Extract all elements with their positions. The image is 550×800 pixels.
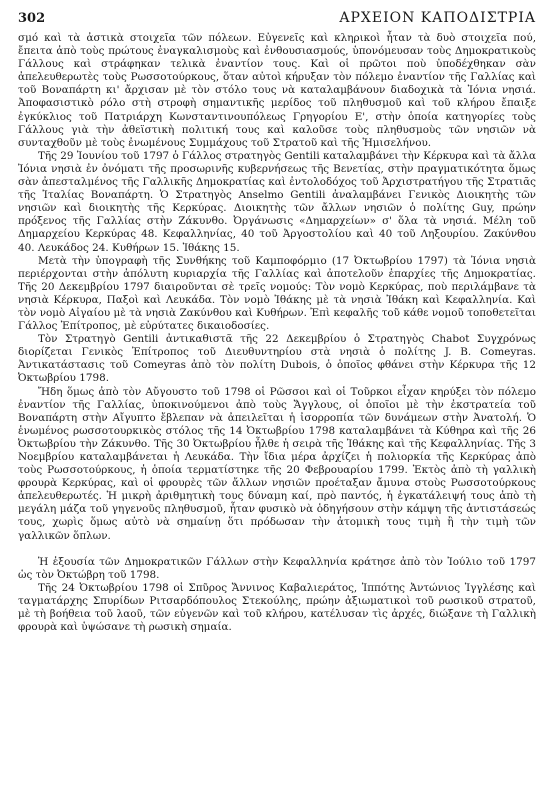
paragraph-campoformio: Μετὰ τὴν ὑπογραφὴ τῆς Συνθήκης τοῦ Καμποφόρμιο (17 Ὀκτωβρίου 1797) τὰ Ἰόνια νησιὰ περιέρχονται στὴν ἀπόλυτη κυριαρχία τῆς Γαλλίας καὶ ἀποτελοῦν ἐπαρχίες τῆς Δημοκρατίας. Τῆς 20 Δεκεμβρίου 1797 διαιροῦνται σὲ τρεῖς νομούς: Τὸν νομὸ Κερκύρας, ποὺ περιλάμβανε τὰ νησιὰ Κέρκυρα, Παξοὶ καὶ Λευκάδα. Τὸν νομὸ Ἰθάκης μὲ τὰ νησιὰ Ἰθάκη καὶ Κεφαλληνία. Καὶ τὸν νομὸ Αἰγαίου μὲ τὰ νησιὰ Ζακύνθου καὶ Κυθήρων. Ἐπὶ κεφαλῆς τοῦ κάθε νομοῦ τοποθετεῖται Γάλλος Ἐπίτροπος, μὲ εὐρύτατες δικαιοδοσίες. — [18, 254, 536, 333]
paragraph-october-1798: Τῆς 24 Ὀκτωβρίου 1798 οἱ Σπῦρος Ἄννινος Καβαλιεράτος, Ἱππότης Ἀντώνιος Ἰγγλέσης καὶ ταγματάρχης Σπυρίδων Ριτσαρδόπουλος Στεκούλης, πρώην ἀξιωματικοὶ τοῦ ρωσικοῦ στρατοῦ, μὲ τὴ βοήθεια τοῦ λαοῦ, τῶν εὐγενῶν καὶ τοῦ κλήρου, κατέλυσαν τὶς ἀρχές, διώξανε τὴ Γαλλικὴ φρουρὰ καὶ ὑψώσανε τὴ ρωσικὴ σημαία. — [18, 581, 536, 634]
paragraph-continuation: σμό καὶ τὰ ἀστικὰ στοιχεῖα τῶν πόλεων. Εὐγενεῖς καὶ κληρικοὶ ἦταν τὰ δυὸ στοιχεῖα πού, ἔπειτα ἀπὸ τοὺς πρώτους ἐναγκαλισμοὺς καὶ ἐνθουσιασμούς, ὑπονόμευσαν τοὺς Δημοκρατικοὺς Γάλλους καὶ στράφηκαν τελικὰ ἐναντίον τους. Καὶ οἱ πρῶτοι ποὺ ὑποδέχθηκαν σὰν ἀπελευθερωτὲς τοὺς Ρωσσοτούρκους, ὅταν αὐτοὶ κήρυξαν τὸν πόλεμο ἐναντίον τῆς Γαλλίας καὶ τοῦ Βοναπάρτη κι' ἄρχισαν μὲ τὸν στόλο τους νὰ καταλαμβάνουν διαδοχικὰ τὰ Ἰόνια νησιά. Ἀποφασιστικὸ ρόλο στὴ στροφὴ σημαντικῆς μερίδος τοῦ πληθυσμοῦ καὶ τοῦ κλήρου ἔπαιξε ἐγκύκλιος τοῦ Πατριάρχη Κωνσταντινουπόλεως Γρηγορίου Ε', στὴν ὁποία κατηγορίες τοὺς Γάλλους γιὰ τὴν ἀθεϊστικὴ πολιτική τους καὶ καλοῦσε τοὺς πληθυσμοὺς τῶν νησιῶν νὰ συνταχθοῦν μὲ τοὺς ἐνωμένους Συμμάχους τοῦ Στρατοῦ καὶ τῆς Ἡμισελήνου. — [18, 32, 536, 149]
paragraph-chabot: Τὸν Στρατηγὸ Gentili ἀντικαθιστᾶ τῆς 22 Δεκεμβρίου ὁ Στρατηγὸς Chabot Συγχρόνως διορίζεται Γενικὸς Ἐπίτροπος τοῦ Διευθυντηρίου στὰ νησιὰ ὁ πολίτης J. B. Comeyras. Ἀντικατάστασις τοῦ Comeyras ἀπὸ τὸν πολίτη Dubois, ὁ ὁποῖος φθάνει στὴν Κέρκυρα τῆς 12 Ὀκτωβρίου 1798. — [18, 333, 536, 385]
page-header — [18, 10, 536, 28]
page-number: 302 — [18, 11, 46, 26]
body-text — [18, 32, 536, 634]
paragraph-french-rule-kefalonia: Ἡ ἐξουσία τῶν Δημοκρατικῶν Γάλλων στὴν Κεφαλληνία κράτησε ἀπὸ τὸν Ἰούλιο τοῦ 1797 ὡς τὸν Ὀκτώβρη τοῦ 1798. — [18, 555, 536, 581]
paragraph-russo-turkish-war: Ἤδη ὅμως ἀπὸ τὸν Αὔγουστο τοῦ 1798 οἱ Ρῶσσοι καὶ οἱ Τοῦρκοι εἶχαν κηρύξει τὸν πόλεμο ἐναντίον τῆς Γαλλίας, ὑποκινούμενοι ἀπὸ τοὺς Ἄγγλους, οἱ ὁποῖοι μὲ τὴν ἐκστρατεία τοῦ Βοναπάρτη στὴν Αἴγυπτο ἔβλεπαν νὰ ἀπειλεῖται ἡ ἰσορροπία τῶν δυνάμεων στὴν Ἀνατολή. Ὁ ἑνωμένος ρωσσοτουρκικὸς στόλος τῆς 14 Ὀκτωβρίου 1798 καταλαμβάνει τὰ Κύθηρα καὶ τῆς 26 Ὀκτωβρίου τὴν Ζάκυνθο. Τῆς 30 Ὀκτωβρίου ἦλθε ἡ σειρὰ τῆς Ἰθάκης καὶ τῆς Κεφαλληνίας. Τῆς 3 Νοεμβρίου καταλαμβάνεται ἡ Λευκάδα. Τὴν ἴδια μέρα ἀρχίζει ἡ πολιορκία τῆς Κερκύρας ἀπὸ τοὺς Ρωσσοτούρκους, ἡ ὁποία τερματίστηκε τῆς 20 Φεβρουαρίου 1799. Ἐκτὸς ἀπὸ τὴ γαλλικὴ φρουρὰ Κερκύρας, καὶ οἱ φρουρὲς τῶν ἄλλων νησιῶν προέταξαν ἄμυνα στοὺς Ρωσσοτούρκους ἀπελευθερωτές. Ἡ μικρὴ ἀριθμητικὴ τους δύναμη καί, πρὸ παντός, ἡ ἐγκατάλειψή τους ἀπὸ τὴ μεγάλη μάζα τοῦ γηγενοῦς πληθυσμοῦ, ἦταν φυσικὸ νὰ ὁδηγήσουν στὴν κάμψη τῆς ἀντιστάσεώς τους, χωρὶς ὅμως αὐτὸ νὰ σημαίνῃ ὅτι πρόδωσαν τὴν ἀτομικὴ τους τιμὴ ἢ τὴν τιμὴ τῶν γαλλικῶν ὅπλων. — [18, 385, 536, 542]
paragraph-gentili-occupation: Τῆς 29 Ἰουνίου τοῦ 1797 ὁ Γάλλος στρατηγὸς Gentili καταλαμβάνει τὴν Κέρκυρα καὶ τὰ ἄλλα Ἰόνια νησιὰ ἐν ὀνόματι τῆς προσωρινῆς κυβερνήσεως τῆς Βενετίας, στὴν πραγματικότητα ὅμως σὰν ἀπεσταλμένος τῆς Γαλλικῆς Δημοκρατίας καὶ ἐντολοδόχος τοῦ Ἀρχιστρατήγου τῆς Στρατιᾶς τῆς Ἰταλίας Βοναπάρτη. Ὁ Στρατηγὸς Anselmo Gentili ἀναλαμβάνει Γενικὸς Διοικητὴς τῶν νησιῶν καὶ διοικητὴς τῆς Κερκύρας. Διοικητὴς τῶν ἄλλων νησιῶν ὁ πολίτης Guy, πρώην πρόξενος τῆς Γαλλίας στὴν Ζάκυνθο. Ὀργάνωσις «Δημαρχείων» σ' ὅλα τὰ νησιά. Μέλη τοῦ Δημαρχείου Κερκύρας 48. Κεφαλληνίας, 40 τοῦ Ἀργοστολίου καὶ 40 τοῦ Ληξουρίου. Ζακύνθου 40. Λευκάδος 24. Κυθήρων 15. Ἰθάκης 15. — [18, 149, 536, 254]
running-title: ΑΡΧΕΙΟΝ ΚΑΠΟΔΙΣΤΡΙΑ — [339, 10, 536, 26]
